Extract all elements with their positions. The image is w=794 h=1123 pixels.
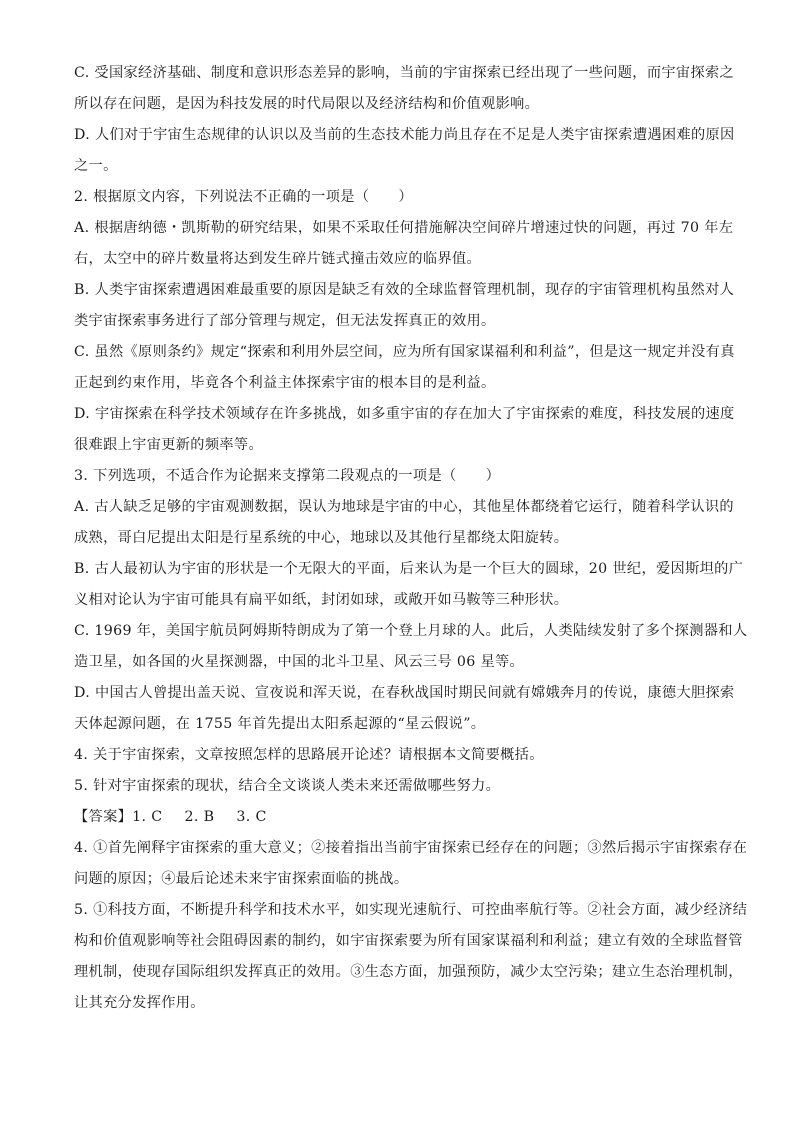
text-line: 之一。 (74, 158, 118, 174)
text-line: 右，太空中的碎片数量将达到发生碎片链式撞击效应的临界值。 (74, 251, 482, 267)
answer-text-line: 让其充分发挥作用。 (74, 995, 205, 1011)
answer-item: 3. C (236, 809, 267, 825)
text-line: C. 虽然《原则条约》规定“探索和利用外层空间，应为所有国家谋福利和利益”，但是这一规定并没有真 (74, 344, 735, 360)
answer-tag: 【答案】 (74, 809, 133, 825)
answer-line (74, 802, 720, 833)
text-line: 类宇宙探索事务进行了部分管理与规定，但无法发挥真正的效用。 (74, 313, 496, 329)
question-4-stem: 4. 关于宇宙探索，文章按照怎样的思路展开论述？请根据本文简要概括。 (74, 747, 544, 763)
text-line: C. 1969 年，美国宇航员阿姆斯特朗成为了第一个登上月球的人。此后，人类陆续发射了多个探测器和人 (74, 623, 748, 639)
question-5-stem: 5. 针对宇宙探索的现状，结合全文谈谈人类未来还需做哪些努力。 (74, 778, 501, 794)
text-line: 所以存在问题，是因为科技发展的时代局限以及经济结构和价值观影响。 (74, 96, 540, 112)
text-line: A. 根据唐纳德・凯斯勒的研究结果，如果不采取任何措施解决空间碎片增速过快的问题，再过 70 年左 (74, 220, 734, 236)
answer-text-line: 4. ①首先阐释宇宙探索的重大意义；②接着指出当前宇宙探索已经存在的问题；③然后揭示宇宙探索存在 (74, 840, 748, 856)
text-line: 义相对论认为宇宙可能具有扁平如纸，封闭如球，或敞开如马鞍等三种形状。 (74, 592, 569, 608)
text-line: 成熟，哥白尼提出太阳是行星系统的中心，地球以及其他行星都绕太阳旋转。 (74, 530, 569, 546)
text-line: D. 人们对于宇宙生态规律的认识以及当前的生态技术能力尚且存在不足是人类宇宙探索遭遇困难的原因 (74, 127, 735, 143)
answer-text-line: 构和价值观影响等社会阻碍因素的制约，如宇宙探索要为所有国家谋福利和利益；建立有效的全球监督管 (74, 933, 743, 949)
answer-item: 1. C (132, 809, 163, 825)
question-3-stem: 3. 下列选项，不适合作为论据来支撑第二段观点的一项是（ ） (74, 468, 501, 484)
text-line: B. 古人最初认为宇宙的形状是一个无限大的平面，后来认为是一个巨大的圆球，20 世纪，爱因斯坦的广 (74, 561, 744, 577)
text-line: A. 古人缺乏足够的宇宙观测数据，误认为地球是宇宙的中心，其他星体都绕着它运行，随着科学认识的 (74, 499, 734, 515)
answer-item: 2. B (184, 809, 215, 825)
text-line: 造卫星，如各国的火星探测器，中国的北斗卫星、风云三号 06 星等。 (74, 654, 525, 670)
text-line: B. 人类宇宙探索遭遇困难最重要的原因是缺乏有效的全球监督管理机制，现存的宇宙管理机构虽然对人 (74, 282, 735, 298)
text-line: 很难跟上宇宙更新的频率等。 (74, 437, 263, 453)
text-line: C. 受国家经济基础、制度和意识形态差异的影响，当前的宇宙探索已经出现了一些问题，而宇宙探索之 (74, 65, 735, 81)
text-line: 天体起源问题，在 1755 年首先提出太阳系起源的“星云假说”。 (74, 716, 486, 732)
text-line: D. 中国古人曾提出盖天说、宣夜说和浑天说，在春秋战国时期民间就有嫦娥奔月的传说，康德大胆探索 (74, 685, 735, 701)
answer-text-line: 问题的原因；④最后论述未来宇宙探索面临的挑战。 (74, 871, 409, 887)
answer-text-line: 5. ①科技方面，不断提升科学和技术水平，如实现光速航行、可控曲率航行等。②社会方面，减少经济结 (74, 902, 748, 918)
question-2-stem: 2. 根据原文内容，下列说法不正确的一项是（ ） (74, 189, 413, 205)
document-page (74, 58, 748, 1019)
text-line: 正起到约束作用，毕竟各个利益主体探索宇宙的根本目的是利益。 (74, 375, 496, 391)
text-line: D. 宇宙探索在科学技术领域存在许多挑战，如多重宇宙的存在加大了宇宙探索的难度，科技发展的速度 (74, 406, 735, 422)
answer-text-line: 理机制，使现存国际组织发挥真正的效用。③生态方面，加强预防，减少太空污染；建立生态治理机制， (74, 964, 743, 980)
